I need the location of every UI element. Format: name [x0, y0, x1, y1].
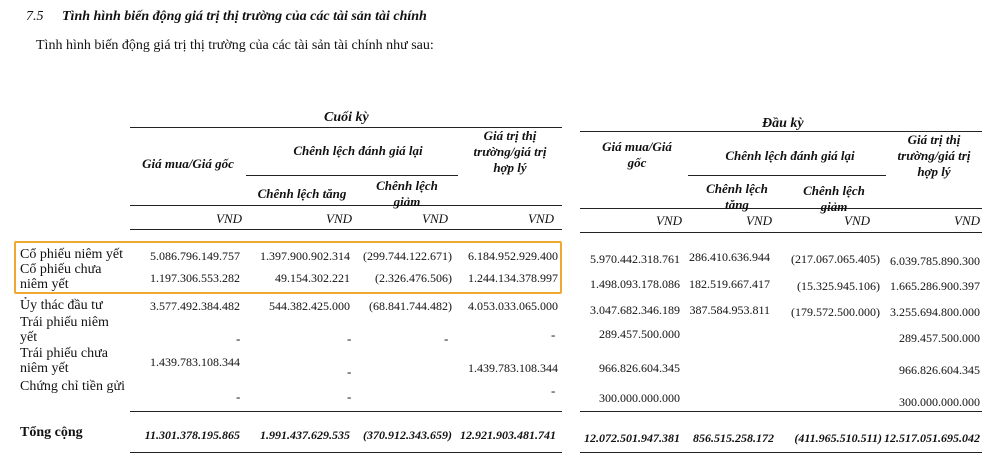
unit-opening-cost: VND [656, 213, 682, 228]
cell-opening-fair-value: 6.039.785.890.300 [890, 254, 980, 268]
rule-closing-revaluation [246, 175, 458, 176]
cell-closing-fair-value: - [551, 383, 556, 398]
cell-closing-increase: - [347, 364, 352, 379]
cell-closing-cost: - [236, 389, 241, 404]
cell-opening-cost: 966.826.604.345 [599, 361, 680, 375]
section-title: Tình hình biến động giá trị thị trường của các tài sản tài chính [62, 9, 427, 24]
cell-opening-fair-value: 966.826.604.345 [899, 363, 980, 377]
cell-opening-cost: 3.047.682.346.189 [590, 303, 680, 317]
cell-opening-decrease: (217.067.065.405) [791, 252, 880, 266]
cell-opening-cost: 300.000.000.000 [599, 391, 680, 405]
cell-closing-cost: 3.577.492.384.482 [150, 299, 240, 313]
cell-opening-cost: 289.457.500.000 [599, 327, 680, 341]
cell-opening-increase: 387.584.953.811 [689, 303, 770, 317]
cell-closing-decrease: - [444, 331, 449, 346]
row-label-unlisted-shares: Cổ phiếu chưa niêm yết [20, 262, 102, 292]
opening-decrease-header: Chênh lệch giảm [803, 183, 865, 214]
row-label-unlisted-bonds: Trái phiếu chưa niêm yết [20, 346, 108, 376]
closing-cost-header: Giá mua/Giá gốc [142, 156, 234, 171]
row-label-investment-trust: Ủy thác đầu tư [20, 298, 103, 313]
cell-opening-cost: 5.970.442.318.761 [590, 252, 680, 266]
cell-closing-cost: 1.439.783.108.344 [150, 355, 240, 369]
cell-opening-fair-value: 1.665.286.900.397 [890, 279, 980, 293]
cell-closing-cost: 5.086.796.149.757 [150, 249, 240, 263]
unit-closing-increase: VND [326, 211, 352, 226]
unit-opening-fair-value: VND [954, 213, 980, 228]
total-opening-increase: 856.515.258.172 [693, 431, 774, 445]
cell-closing-increase: 49.154.302.221 [275, 271, 350, 285]
unit-opening-increase: VND [746, 213, 772, 228]
opening-increase-header: Chênh lệch tăng [706, 181, 768, 212]
cell-opening-fair-value: 3.255.694.800.000 [890, 305, 980, 319]
cell-closing-decrease: (68.841.744.482) [369, 299, 452, 313]
total-opening-decrease: (411.965.510.511) [794, 431, 882, 445]
rule-opening-unit [580, 232, 982, 233]
cell-closing-fair-value: 6.184.952.929.400 [468, 249, 558, 263]
rule-opening-total-bottom [580, 452, 982, 453]
opening-fair-value-header: Giá trị thị trường/giá trị hợp lý [897, 132, 971, 179]
rule-closing-total-bottom [130, 452, 562, 453]
opening-cost-header: Giá mua/Giá gốc [602, 139, 672, 170]
cell-closing-decrease: (299.744.122.671) [363, 249, 452, 263]
section-intro: Tình hình biến động giá trị thị trường của các tài sản tài chính như sau: [36, 38, 434, 53]
row-label-total: Tổng cộng [20, 425, 83, 440]
cell-opening-increase: 286.410.636.944 [689, 250, 770, 264]
unit-closing-cost: VND [216, 211, 242, 226]
cell-opening-decrease: (179.572.500.000) [791, 305, 880, 319]
cell-closing-fair-value: 1.244.134.378.997 [468, 271, 558, 285]
rule-opening-revaluation [688, 175, 886, 176]
group-closing-header: Cuối kỳ [324, 110, 369, 125]
cell-closing-cost: 1.197.306.553.282 [150, 271, 240, 285]
closing-decrease-header: Chênh lệch giảm [376, 178, 438, 209]
section-number: 7.5 [26, 9, 44, 24]
closing-increase-header: Chênh lệch tăng [257, 186, 347, 201]
cell-opening-fair-value: 300.000.000.000 [899, 395, 980, 409]
rule-closing-total-top [130, 411, 562, 412]
cell-opening-fair-value: 289.457.500.000 [899, 331, 980, 345]
total-opening-cost: 12.072.501.947.381 [584, 431, 680, 445]
cell-opening-increase: 182.519.667.417 [689, 277, 770, 291]
cell-opening-cost: 1.498.093.178.086 [590, 277, 680, 291]
cell-closing-decrease: (2.326.476.506) [375, 271, 452, 285]
row-label-certificates-of-deposit: Chứng chỉ tiền gửi [20, 379, 125, 394]
closing-revaluation-header: Chênh lệch đánh giá lại [293, 143, 423, 158]
unit-closing-fair-value: VND [528, 211, 554, 226]
unit-closing-decrease: VND [422, 211, 448, 226]
row-label-listed-bonds: Trái phiếu niêm yết [20, 315, 109, 345]
cell-closing-increase: - [347, 331, 352, 346]
cell-closing-increase: 544.382.425.000 [269, 299, 350, 313]
total-closing-cost: 11.301.378.195.865 [144, 428, 240, 442]
cell-closing-cost: - [236, 331, 241, 346]
cell-closing-increase: 1.397.900.902.314 [260, 249, 350, 263]
total-closing-decrease: (370.912.343.659) [363, 428, 452, 442]
cell-closing-fair-value: 1.439.783.108.344 [468, 361, 558, 375]
rule-closing-unit [130, 229, 562, 230]
total-closing-increase: 1.991.437.629.535 [260, 428, 350, 442]
cell-closing-fair-value: - [551, 327, 556, 342]
closing-fair-value-header: Giá trị thị trường/giá trị hợp lý [473, 128, 547, 175]
rule-opening-total-top [580, 411, 982, 412]
cell-closing-increase: - [347, 389, 352, 404]
unit-opening-decrease: VND [844, 213, 870, 228]
total-closing-fair-value: 12.921.903.481.741 [460, 428, 556, 442]
cell-opening-decrease: (15.325.945.106) [797, 279, 880, 293]
total-opening-fair-value: 12.517.051.695.042 [884, 431, 980, 445]
opening-revaluation-header: Chênh lệch đánh giá lại [725, 148, 855, 163]
rule-closing-sub [130, 205, 562, 206]
cell-closing-fair-value: 4.053.033.065.000 [468, 299, 558, 313]
row-label-listed-shares: Cổ phiếu niêm yết [20, 247, 124, 262]
group-opening-header: Đầu kỳ [762, 116, 804, 131]
